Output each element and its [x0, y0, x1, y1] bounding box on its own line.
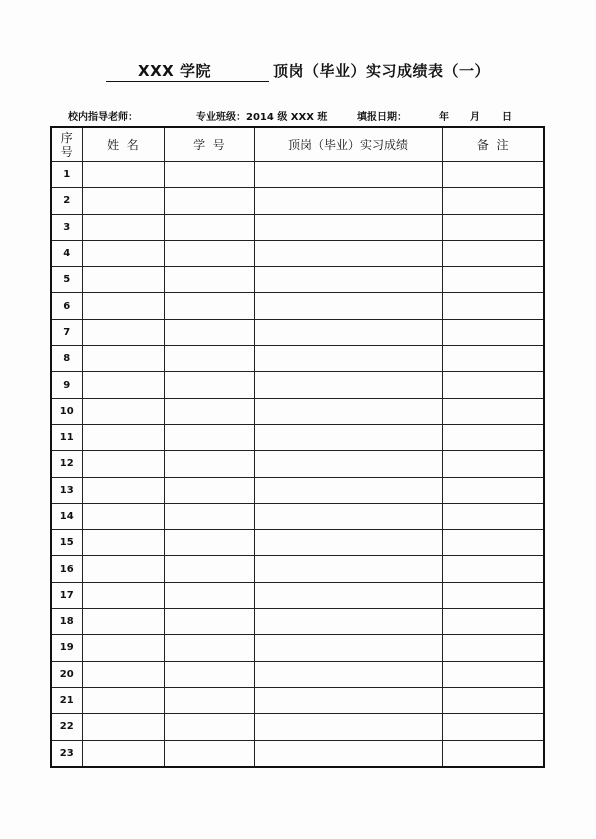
table-row — [51, 635, 544, 661]
name-cell[interactable] — [82, 267, 164, 293]
table-row — [51, 319, 544, 345]
student-id-cell[interactable] — [164, 687, 254, 713]
remarks-cell[interactable] — [442, 346, 544, 372]
name-cell[interactable] — [82, 188, 164, 214]
score-cell[interactable] — [254, 740, 442, 767]
score-cell[interactable] — [254, 661, 442, 687]
row-number: 7 — [51, 319, 82, 345]
student-id-cell[interactable] — [164, 556, 254, 582]
teacher-label: 校内指导老师： — [68, 112, 138, 123]
remarks-cell[interactable] — [442, 635, 544, 661]
day-label: 日 — [502, 112, 512, 123]
student-id-cell[interactable] — [164, 714, 254, 740]
remarks-cell[interactable] — [442, 661, 544, 687]
header-score: 顶岗（毕业）实习成绩 — [254, 127, 442, 162]
row-number: 6 — [51, 293, 82, 319]
score-cell[interactable] — [254, 267, 442, 293]
row-number: 22 — [51, 714, 82, 740]
student-id-cell[interactable] — [164, 162, 254, 188]
title-main: 顶岗（毕业）实习成绩表（一） — [272, 62, 490, 80]
table-row — [51, 530, 544, 556]
header-seq-2: 号 — [60, 144, 73, 159]
row-number: 10 — [51, 398, 82, 424]
student-id-cell[interactable] — [164, 451, 254, 477]
student-id-cell[interactable] — [164, 635, 254, 661]
college-name: XXX 学院 — [138, 62, 211, 80]
table-row — [51, 609, 544, 635]
remarks-cell[interactable] — [442, 162, 544, 188]
score-cell[interactable] — [254, 319, 442, 345]
student-id-cell[interactable] — [164, 609, 254, 635]
remarks-cell[interactable] — [442, 477, 544, 503]
score-cell[interactable] — [254, 451, 442, 477]
remarks-cell[interactable] — [442, 582, 544, 608]
header-student-id: 学 号 — [164, 127, 254, 162]
score-cell[interactable] — [254, 214, 442, 240]
row-number: 20 — [51, 661, 82, 687]
name-cell[interactable] — [82, 661, 164, 687]
name-cell[interactable] — [82, 714, 164, 740]
row-number: 15 — [51, 530, 82, 556]
row-number: 21 — [51, 687, 82, 713]
year-label: 年 — [439, 112, 449, 123]
row-number: 13 — [51, 477, 82, 503]
name-cell[interactable] — [82, 635, 164, 661]
remarks-cell[interactable] — [442, 451, 544, 477]
table-row — [51, 740, 544, 767]
class-label: 专业班级：2014 级 XXX 班 — [196, 112, 328, 123]
student-id-cell[interactable] — [164, 530, 254, 556]
name-cell[interactable] — [82, 424, 164, 450]
remarks-cell[interactable] — [442, 214, 544, 240]
remarks-cell[interactable] — [442, 398, 544, 424]
name-cell[interactable] — [82, 372, 164, 398]
name-cell[interactable] — [82, 240, 164, 266]
student-id-cell[interactable] — [164, 424, 254, 450]
student-id-cell[interactable] — [164, 346, 254, 372]
name-cell[interactable] — [82, 214, 164, 240]
score-table — [50, 126, 545, 768]
student-id-cell[interactable] — [164, 214, 254, 240]
header-seq — [51, 127, 82, 162]
student-id-cell[interactable] — [164, 188, 254, 214]
student-id-cell[interactable] — [164, 477, 254, 503]
table-row — [51, 424, 544, 450]
remarks-cell[interactable] — [442, 556, 544, 582]
name-cell[interactable] — [82, 609, 164, 635]
remarks-cell[interactable] — [442, 293, 544, 319]
student-id-cell[interactable] — [164, 740, 254, 767]
name-cell[interactable] — [82, 582, 164, 608]
score-cell[interactable] — [254, 162, 442, 188]
student-id-cell[interactable] — [164, 503, 254, 529]
student-id-cell[interactable] — [164, 293, 254, 319]
name-cell[interactable] — [82, 530, 164, 556]
college-name-underline — [106, 60, 269, 82]
score-cell[interactable] — [254, 530, 442, 556]
score-cell[interactable] — [254, 609, 442, 635]
remarks-cell[interactable] — [442, 267, 544, 293]
score-cell[interactable] — [254, 687, 442, 713]
remarks-cell[interactable] — [442, 424, 544, 450]
date-label: 填报日期： — [357, 112, 407, 123]
table-row — [51, 687, 544, 713]
remarks-cell[interactable] — [442, 503, 544, 529]
score-cell[interactable] — [254, 424, 442, 450]
row-number: 2 — [51, 188, 82, 214]
row-number: 23 — [51, 740, 82, 767]
row-number: 8 — [51, 346, 82, 372]
name-cell[interactable] — [82, 398, 164, 424]
remarks-cell[interactable] — [442, 609, 544, 635]
student-id-cell[interactable] — [164, 267, 254, 293]
row-number: 11 — [51, 424, 82, 450]
table-row — [51, 372, 544, 398]
row-number: 3 — [51, 214, 82, 240]
row-number: 19 — [51, 635, 82, 661]
table-row — [51, 240, 544, 266]
header-seq-1: 序 — [60, 130, 73, 145]
table-row — [51, 346, 544, 372]
header-row — [51, 127, 544, 162]
row-number: 1 — [51, 162, 82, 188]
remarks-cell[interactable] — [442, 372, 544, 398]
score-cell[interactable] — [254, 346, 442, 372]
score-cell[interactable] — [254, 556, 442, 582]
name-cell[interactable] — [82, 503, 164, 529]
header-name: 姓 名 — [82, 127, 164, 162]
score-cell[interactable] — [254, 398, 442, 424]
table-row — [51, 661, 544, 687]
remarks-cell[interactable] — [442, 714, 544, 740]
remarks-cell[interactable] — [442, 240, 544, 266]
header-remarks: 备 注 — [442, 127, 544, 162]
row-number: 5 — [51, 267, 82, 293]
document-title — [0, 60, 596, 82]
row-number: 18 — [51, 609, 82, 635]
row-number: 17 — [51, 582, 82, 608]
table-row — [51, 451, 544, 477]
student-id-cell[interactable] — [164, 398, 254, 424]
row-number: 4 — [51, 240, 82, 266]
name-cell[interactable] — [82, 477, 164, 503]
name-cell[interactable] — [82, 451, 164, 477]
student-id-cell[interactable] — [164, 661, 254, 687]
table-row — [51, 556, 544, 582]
name-cell[interactable] — [82, 556, 164, 582]
table-row — [51, 503, 544, 529]
student-id-cell[interactable] — [164, 372, 254, 398]
name-cell[interactable] — [82, 687, 164, 713]
table-row — [51, 714, 544, 740]
score-cell[interactable] — [254, 635, 442, 661]
student-id-cell[interactable] — [164, 240, 254, 266]
name-cell[interactable] — [82, 162, 164, 188]
row-number: 14 — [51, 503, 82, 529]
score-cell[interactable] — [254, 714, 442, 740]
remarks-cell[interactable] — [442, 188, 544, 214]
remarks-cell[interactable] — [442, 740, 544, 767]
table-row — [51, 398, 544, 424]
student-id-cell[interactable] — [164, 582, 254, 608]
table-row — [51, 188, 544, 214]
name-cell[interactable] — [82, 346, 164, 372]
row-number: 12 — [51, 451, 82, 477]
name-cell[interactable] — [82, 740, 164, 767]
table-row — [51, 267, 544, 293]
month-label: 月 — [470, 112, 480, 123]
score-cell[interactable] — [254, 582, 442, 608]
remarks-cell[interactable] — [442, 687, 544, 713]
table-row — [51, 214, 544, 240]
row-number: 16 — [51, 556, 82, 582]
name-cell[interactable] — [82, 319, 164, 345]
table-row — [51, 293, 544, 319]
table-row — [51, 162, 544, 188]
score-cell[interactable] — [254, 372, 442, 398]
remarks-cell[interactable] — [442, 530, 544, 556]
table-row — [51, 477, 544, 503]
remarks-cell[interactable] — [442, 319, 544, 345]
row-number: 9 — [51, 372, 82, 398]
score-cell[interactable] — [254, 503, 442, 529]
score-cell[interactable] — [254, 293, 442, 319]
name-cell[interactable] — [82, 293, 164, 319]
table-row — [51, 582, 544, 608]
score-cell[interactable] — [254, 188, 442, 214]
score-cell[interactable] — [254, 240, 442, 266]
score-cell[interactable] — [254, 477, 442, 503]
student-id-cell[interactable] — [164, 319, 254, 345]
